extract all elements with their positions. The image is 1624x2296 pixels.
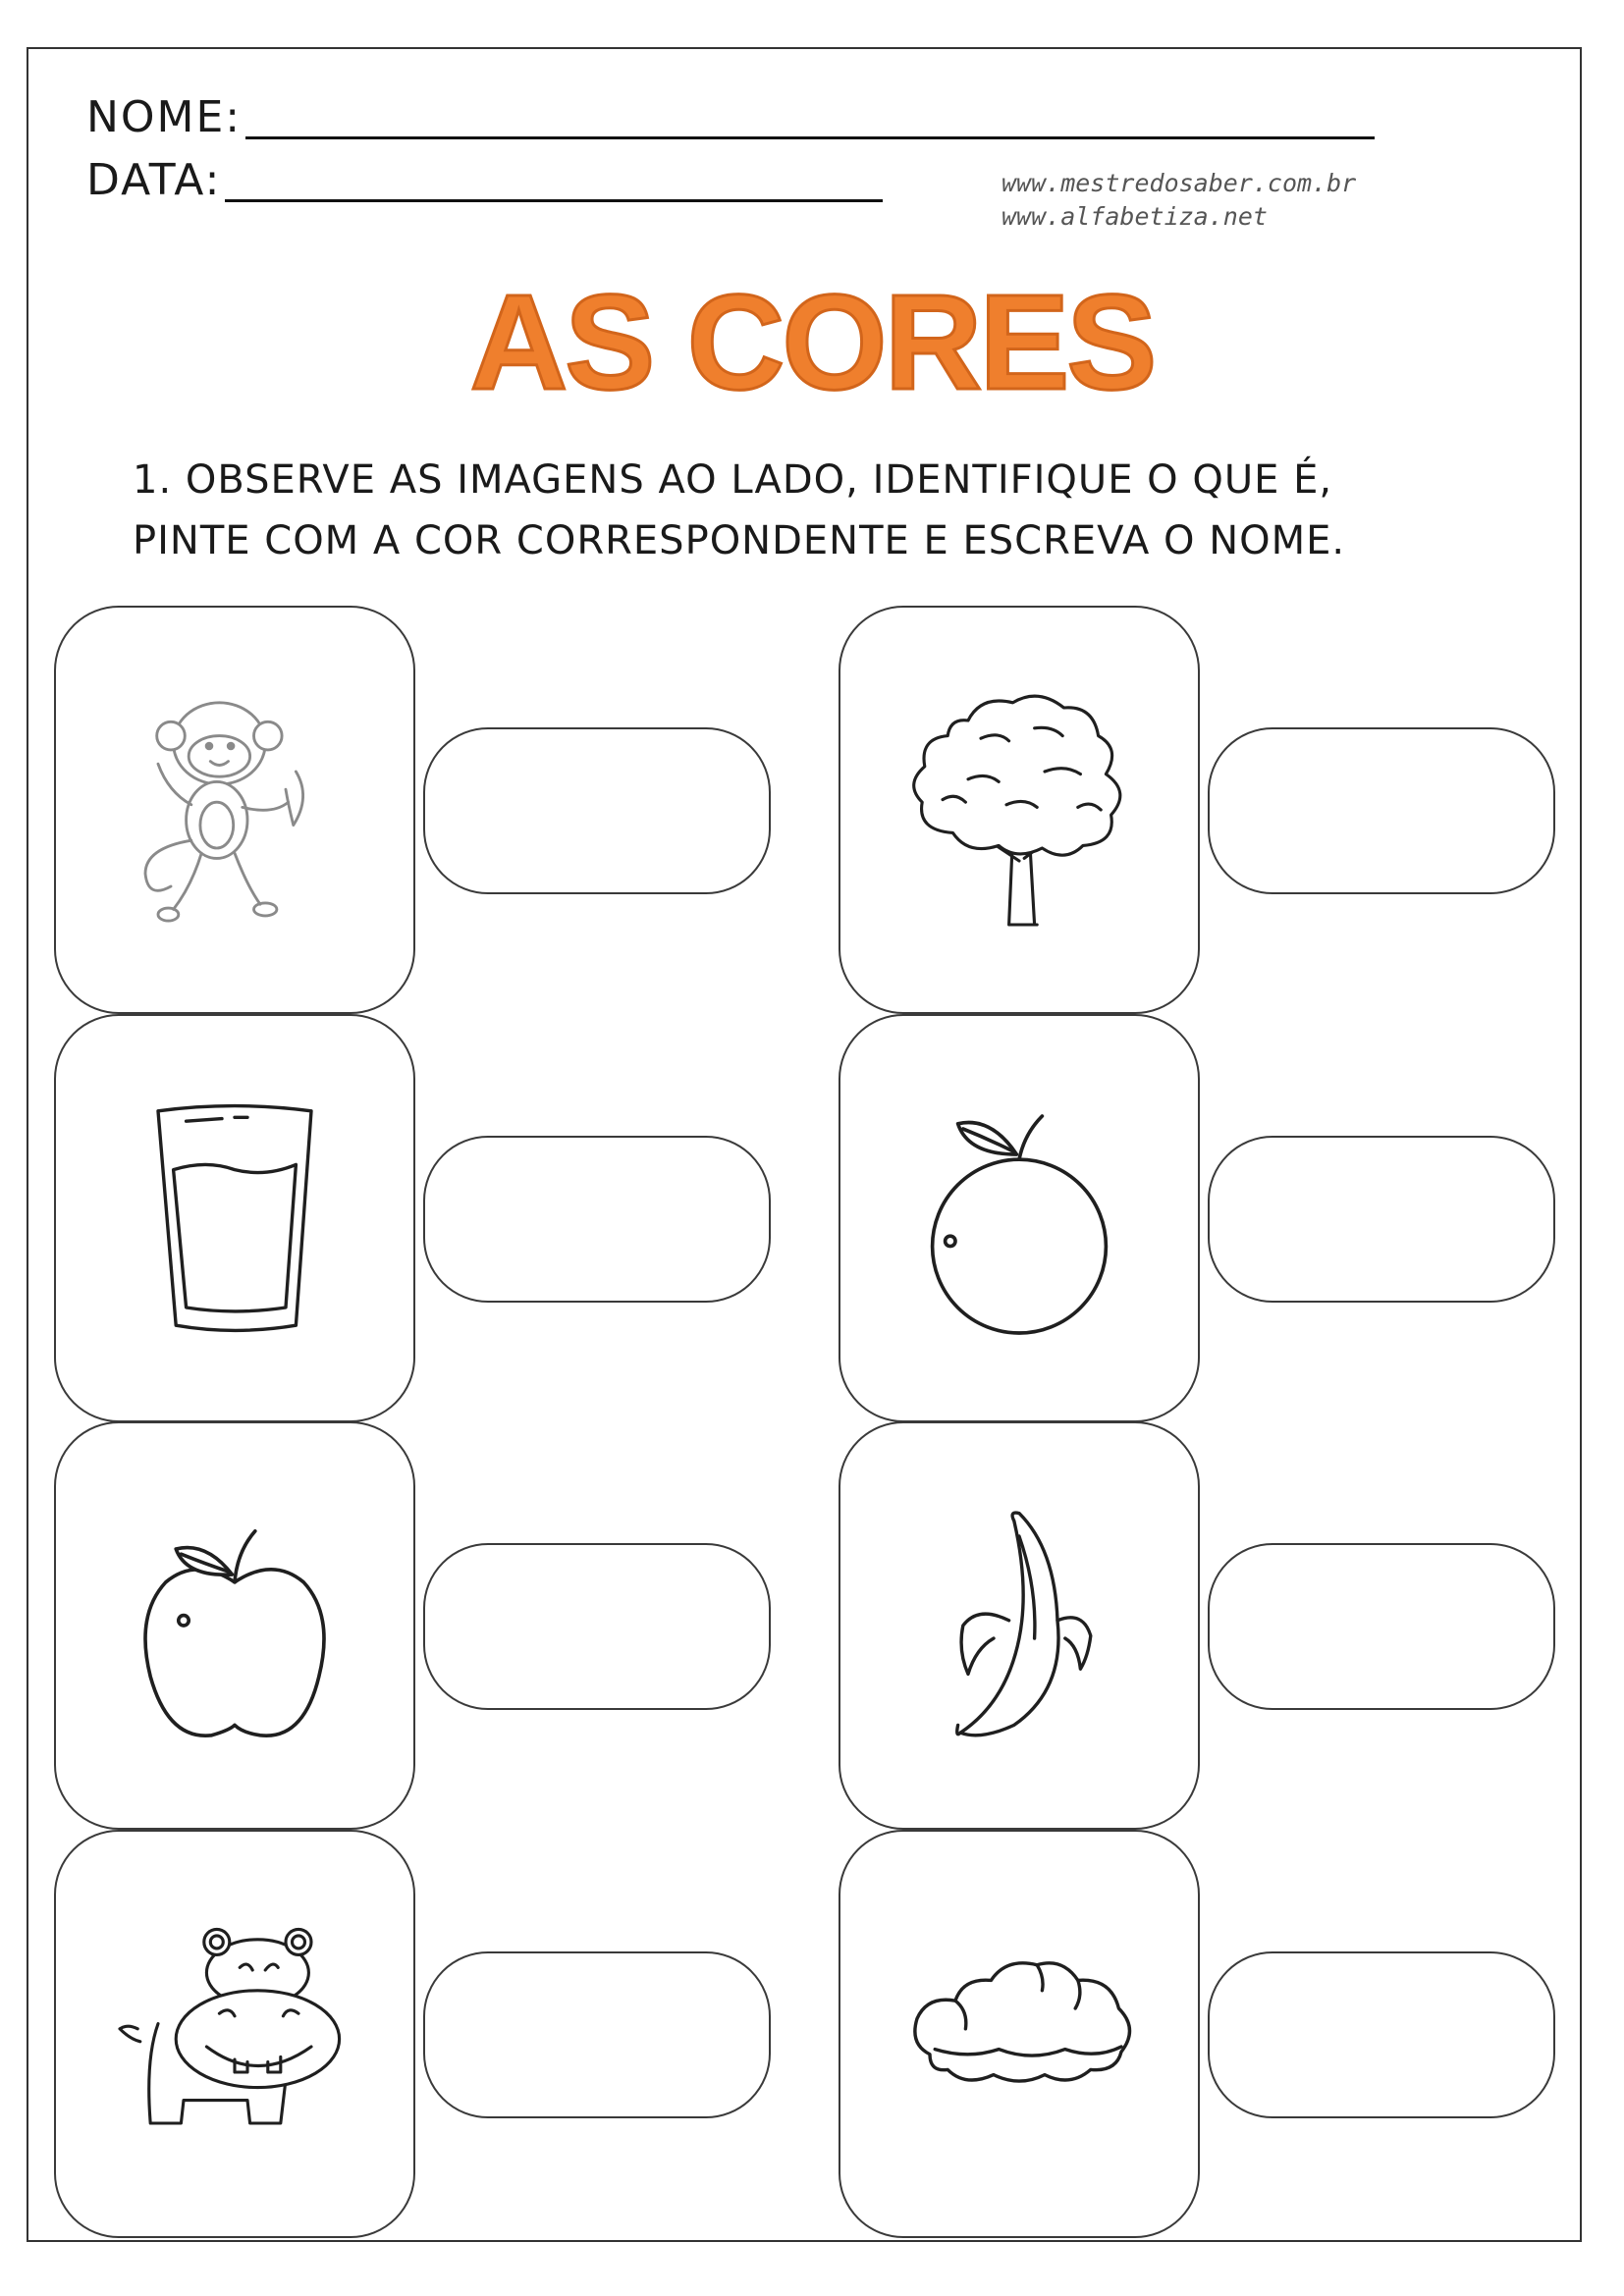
name-field-row <box>86 92 1375 142</box>
glass-of-milk-icon <box>107 1091 362 1346</box>
picture-box-cloud <box>839 1830 1200 2238</box>
monkey-icon <box>107 682 362 937</box>
answer-box-banana[interactable] <box>1208 1543 1555 1710</box>
site-links <box>1001 167 1356 234</box>
picture-box-tree <box>839 606 1200 1014</box>
site-link-2: www.alfabetiza.net <box>1001 202 1268 231</box>
date-write-line[interactable] <box>225 160 883 202</box>
apple-icon <box>107 1498 362 1753</box>
answer-box-apple[interactable] <box>423 1543 771 1710</box>
instruction-line-1: 1. OBSERVE AS IMAGENS AO LADO, IDENTIFIQUE O QUE É, <box>133 457 1333 503</box>
answer-box-cloud[interactable] <box>1208 1951 1555 2118</box>
instructions <box>133 450 1345 571</box>
picture-box-banana <box>839 1421 1200 1830</box>
hippo-icon <box>107 1906 362 2162</box>
picture-box-apple <box>54 1421 415 1830</box>
banana-icon <box>892 1498 1147 1753</box>
name-label: NOME: <box>86 92 243 142</box>
picture-box-hippo <box>54 1830 415 2238</box>
date-label: DATA: <box>86 155 222 205</box>
answer-box-tree[interactable] <box>1208 727 1555 894</box>
cloud-icon <box>892 1906 1147 2162</box>
tree-icon <box>892 682 1147 937</box>
answer-box-orange[interactable] <box>1208 1136 1555 1303</box>
picture-box-monkey <box>54 606 415 1014</box>
date-field-row <box>86 155 883 205</box>
orange-icon <box>892 1091 1147 1346</box>
instruction-line-2: PINTE COM A COR CORRESPONDENTE E ESCREVA O NOME. <box>133 518 1346 563</box>
answer-box-monkey[interactable] <box>423 727 771 894</box>
picture-box-glass <box>54 1014 415 1422</box>
name-write-line[interactable] <box>245 97 1375 139</box>
answer-box-hippo[interactable] <box>423 1951 771 2118</box>
picture-box-orange <box>839 1014 1200 1422</box>
site-link-1: www.mestredosaber.com.br <box>1001 169 1357 197</box>
page-title: AS CORES <box>469 267 1155 418</box>
answer-box-glass[interactable] <box>423 1136 771 1303</box>
